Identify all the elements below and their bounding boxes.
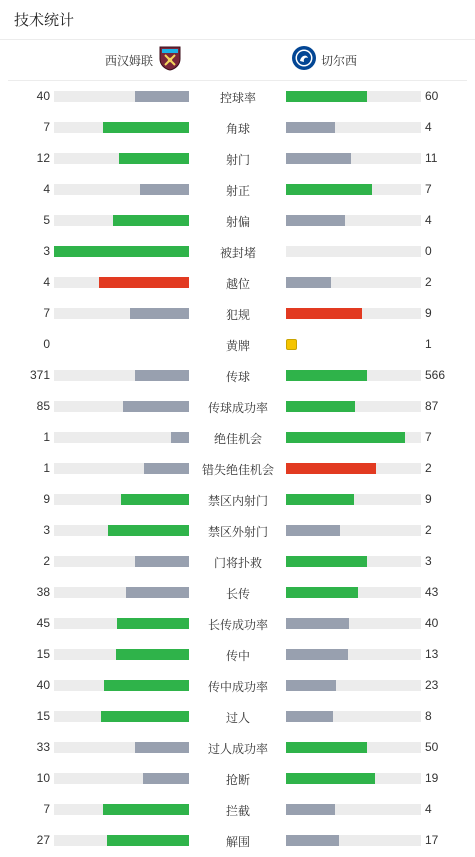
stat-row [0, 763, 475, 794]
away-stat-bar [286, 215, 421, 226]
away-stat-value: 4 [425, 802, 432, 816]
away-stat-value: 11 [425, 151, 438, 165]
away-stat-bar [286, 432, 421, 443]
away-stat-value: 60 [425, 89, 439, 103]
stat-row [0, 732, 475, 763]
away-stat-value: 566 [425, 368, 446, 382]
away-stat-value: 2 [425, 275, 432, 289]
stat-label: 控球率 [219, 91, 256, 105]
home-stat-bar [54, 370, 189, 381]
stat-row [0, 112, 475, 143]
stat-label: 解围 [225, 835, 250, 849]
home-team[interactable] [105, 45, 183, 76]
away-stat-value: 7 [425, 430, 432, 444]
away-stat-bar-fill [286, 91, 367, 102]
stat-label: 长传成功率 [207, 618, 268, 632]
header [0, 0, 475, 40]
stat-row [0, 298, 475, 329]
stat-row [0, 329, 475, 360]
away-stat-bar [286, 184, 421, 195]
away-stat-bar-fill [286, 370, 367, 381]
home-stat-bar-fill [103, 122, 189, 133]
away-stat-bar [286, 680, 421, 691]
stat-row [0, 515, 475, 546]
home-stat-bar [54, 587, 189, 598]
home-stat-bar [54, 525, 189, 536]
home-stat-bar-fill [171, 432, 189, 443]
stat-row [0, 143, 475, 174]
home-stat-value: 45 [36, 616, 50, 630]
home-stat-value: 38 [36, 585, 50, 599]
away-stat-bar-fill [286, 494, 354, 505]
away-stat-bar-fill [286, 432, 405, 443]
stat-row [0, 205, 475, 236]
stat-row [0, 484, 475, 515]
home-stat-bar-fill [135, 370, 189, 381]
home-stat-bar [54, 463, 189, 474]
away-stat-bar [286, 91, 421, 102]
away-stat-bar-fill [286, 773, 375, 784]
home-stat-bar-fill [126, 587, 189, 598]
home-stat-bar-fill [101, 711, 189, 722]
home-stat-bar-fill [144, 463, 189, 474]
stat-row [0, 577, 475, 608]
home-stat-value: 33 [36, 740, 50, 754]
home-stat-value: 3 [43, 523, 50, 537]
home-stat-value: 4 [43, 182, 50, 196]
home-stat-bar [54, 649, 189, 660]
away-stat-bar [286, 463, 421, 474]
home-stat-value: 9 [43, 492, 50, 506]
away-stat-bar-fill [286, 804, 335, 815]
away-stat-bar [286, 401, 421, 412]
away-stat-value: 19 [425, 771, 439, 785]
stat-label: 长传 [225, 587, 250, 601]
stat-label: 犯规 [225, 308, 250, 322]
away-stat-bar [286, 835, 421, 846]
away-stat-bar [286, 711, 421, 722]
stats-list [0, 81, 475, 856]
stat-row [0, 453, 475, 484]
stat-label: 黄牌 [225, 339, 250, 353]
home-stat-bar-fill [143, 773, 189, 784]
home-stat-bar [54, 246, 189, 257]
away-stat-bar [286, 370, 421, 381]
home-stat-bar [54, 153, 189, 164]
away-stat-value: 2 [425, 461, 432, 475]
away-stat-value: 50 [425, 740, 439, 754]
home-stat-bar [54, 308, 189, 319]
away-stat-value: 3 [425, 554, 432, 568]
home-team-name: 西汉姆联 [104, 53, 153, 68]
home-stat-bar-fill [104, 680, 189, 691]
home-stat-bar [54, 215, 189, 226]
away-stat-bar-fill [286, 742, 367, 753]
home-stat-bar-fill [103, 804, 189, 815]
stat-label: 射门 [225, 153, 250, 167]
stat-label: 绝佳机会 [213, 432, 262, 446]
stat-label: 错失绝佳机会 [201, 463, 274, 477]
home-stat-value: 371 [29, 368, 50, 382]
away-stat-bar-fill [286, 215, 345, 226]
home-stat-bar-fill [113, 215, 189, 226]
away-stat-bar [286, 525, 421, 536]
home-stat-bar-fill [119, 153, 189, 164]
stat-row [0, 825, 475, 856]
home-stat-bar-fill [117, 618, 189, 629]
home-stat-bar-fill [108, 525, 189, 536]
home-stat-bar [54, 184, 189, 195]
stat-label: 过人 [225, 711, 250, 725]
away-stat-bar [286, 587, 421, 598]
stat-label: 传中 [225, 649, 250, 663]
home-stat-bar [54, 618, 189, 629]
home-stat-value: 7 [43, 306, 50, 320]
away-team-name: 切尔西 [321, 53, 358, 68]
away-stat-bar [286, 153, 421, 164]
stat-row [0, 236, 475, 267]
home-stat-bar-fill [54, 246, 189, 257]
stat-label: 拦截 [225, 804, 250, 818]
home-stat-value: 15 [36, 709, 50, 723]
home-stat-value: 3 [43, 244, 50, 258]
home-stat-bar [54, 773, 189, 784]
away-stat-value: 17 [425, 833, 439, 847]
home-stat-value: 7 [43, 120, 50, 134]
stat-label: 射正 [225, 184, 250, 198]
home-stat-bar [54, 277, 189, 288]
stat-row [0, 422, 475, 453]
home-stat-bar-fill [140, 184, 189, 195]
stat-row [0, 701, 475, 732]
away-stat-value: 2 [425, 523, 432, 537]
home-stat-value: 40 [36, 678, 50, 692]
stat-label: 传球成功率 [207, 401, 268, 415]
away-stat-bar [286, 742, 421, 753]
teams-header [8, 40, 467, 81]
stat-label: 抢断 [225, 773, 250, 787]
home-stat-bar-fill [135, 91, 189, 102]
away-stat-bar [286, 556, 421, 567]
home-stat-bar [54, 711, 189, 722]
stat-label: 被封堵 [219, 246, 256, 260]
home-stat-value: 27 [36, 833, 50, 847]
away-stat-bar [286, 122, 421, 133]
stat-row [0, 794, 475, 825]
home-stat-bar [54, 91, 189, 102]
home-stat-bar [54, 401, 189, 412]
away-stat-bar-fill [286, 835, 339, 846]
stat-row [0, 608, 475, 639]
stat-row [0, 546, 475, 577]
stat-row [0, 81, 475, 112]
home-stat-value: 40 [36, 89, 50, 103]
home-stat-bar-fill [130, 308, 189, 319]
stat-row [0, 360, 475, 391]
stat-label: 禁区外射门 [207, 525, 268, 539]
home-stat-bar [54, 556, 189, 567]
home-stat-value: 1 [43, 430, 50, 444]
away-stat-bar [286, 804, 421, 815]
away-stat-value: 1 [425, 337, 432, 351]
home-stat-value: 5 [43, 213, 50, 227]
home-stat-bar-fill [116, 649, 189, 660]
away-stat-bar-fill [286, 308, 362, 319]
away-stat-bar-fill [286, 587, 358, 598]
away-stat-bar-fill [286, 401, 355, 412]
away-stat-value: 87 [425, 399, 439, 413]
home-stat-bar-fill [135, 742, 189, 753]
stat-label: 禁区内射门 [207, 494, 268, 508]
away-stat-bar-fill [286, 649, 348, 660]
away-stat-bar-fill [286, 184, 372, 195]
away-stat-bar [286, 277, 421, 288]
home-stat-bar [54, 432, 189, 443]
home-stat-bar-fill [123, 401, 189, 412]
stat-row [0, 267, 475, 298]
away-stat-bar-fill [286, 556, 367, 567]
away-card-track [286, 339, 421, 350]
away-stat-bar-fill [286, 122, 335, 133]
away-stat-bar [286, 618, 421, 629]
stat-label: 角球 [225, 122, 250, 136]
away-stat-bar-fill [286, 525, 340, 536]
home-stat-value: 4 [43, 275, 50, 289]
away-stat-bar-fill [286, 711, 333, 722]
away-stat-value: 7 [425, 182, 432, 196]
chelsea-crest-icon [291, 45, 317, 76]
home-stat-bar-fill [135, 556, 189, 567]
away-stat-bar [286, 246, 421, 257]
home-stat-bar [54, 835, 189, 846]
stat-label: 过人成功率 [207, 742, 268, 756]
stat-label: 越位 [225, 277, 250, 291]
stat-label: 门将扑救 [213, 556, 262, 570]
away-stat-bar [286, 773, 421, 784]
stat-label: 传球 [225, 370, 250, 384]
home-stat-value: 15 [36, 647, 50, 661]
away-stat-bar-fill [286, 463, 376, 474]
stat-row [0, 639, 475, 670]
away-stat-value: 43 [425, 585, 439, 599]
away-stat-bar [286, 494, 421, 505]
yellow-card-icon [286, 339, 297, 350]
home-stat-value: 10 [36, 771, 50, 785]
away-stat-bar [286, 308, 421, 319]
home-stat-value: 12 [36, 151, 50, 165]
stat-row [0, 391, 475, 422]
away-stat-bar-fill [286, 680, 336, 691]
home-stat-bar [54, 122, 189, 133]
home-stat-bar [54, 742, 189, 753]
away-stat-value: 40 [425, 616, 439, 630]
away-stat-value: 4 [425, 120, 432, 134]
away-stat-bar-fill [286, 277, 331, 288]
away-stat-value: 0 [425, 244, 432, 258]
west-ham-crest-icon [157, 45, 183, 76]
away-stat-bar-fill [286, 618, 349, 629]
home-stat-value: 7 [43, 802, 50, 816]
home-stat-bar [54, 494, 189, 505]
home-stat-bar-fill [107, 835, 189, 846]
stat-row [0, 670, 475, 701]
away-stat-bar [286, 649, 421, 660]
stat-label: 射偏 [225, 215, 250, 229]
page-title: 技术统计 [14, 12, 75, 29]
away-stat-value: 4 [425, 213, 432, 227]
home-stat-value: 2 [43, 554, 50, 568]
away-stat-value: 23 [425, 678, 439, 692]
home-stat-bar-fill [99, 277, 189, 288]
away-stat-value: 9 [425, 492, 432, 506]
away-team[interactable] [291, 45, 357, 76]
away-stat-bar-fill [286, 153, 351, 164]
away-stat-value: 9 [425, 306, 432, 320]
home-stat-value: 85 [36, 399, 50, 413]
home-stat-value: 1 [43, 461, 50, 475]
home-stat-bar [54, 804, 189, 815]
stat-row [0, 174, 475, 205]
stat-label: 传中成功率 [207, 680, 268, 694]
home-stat-value: 0 [43, 337, 50, 351]
away-stat-value: 8 [425, 709, 432, 723]
away-stat-value: 13 [425, 647, 439, 661]
home-stat-bar-fill [121, 494, 189, 505]
home-stat-bar [54, 680, 189, 691]
